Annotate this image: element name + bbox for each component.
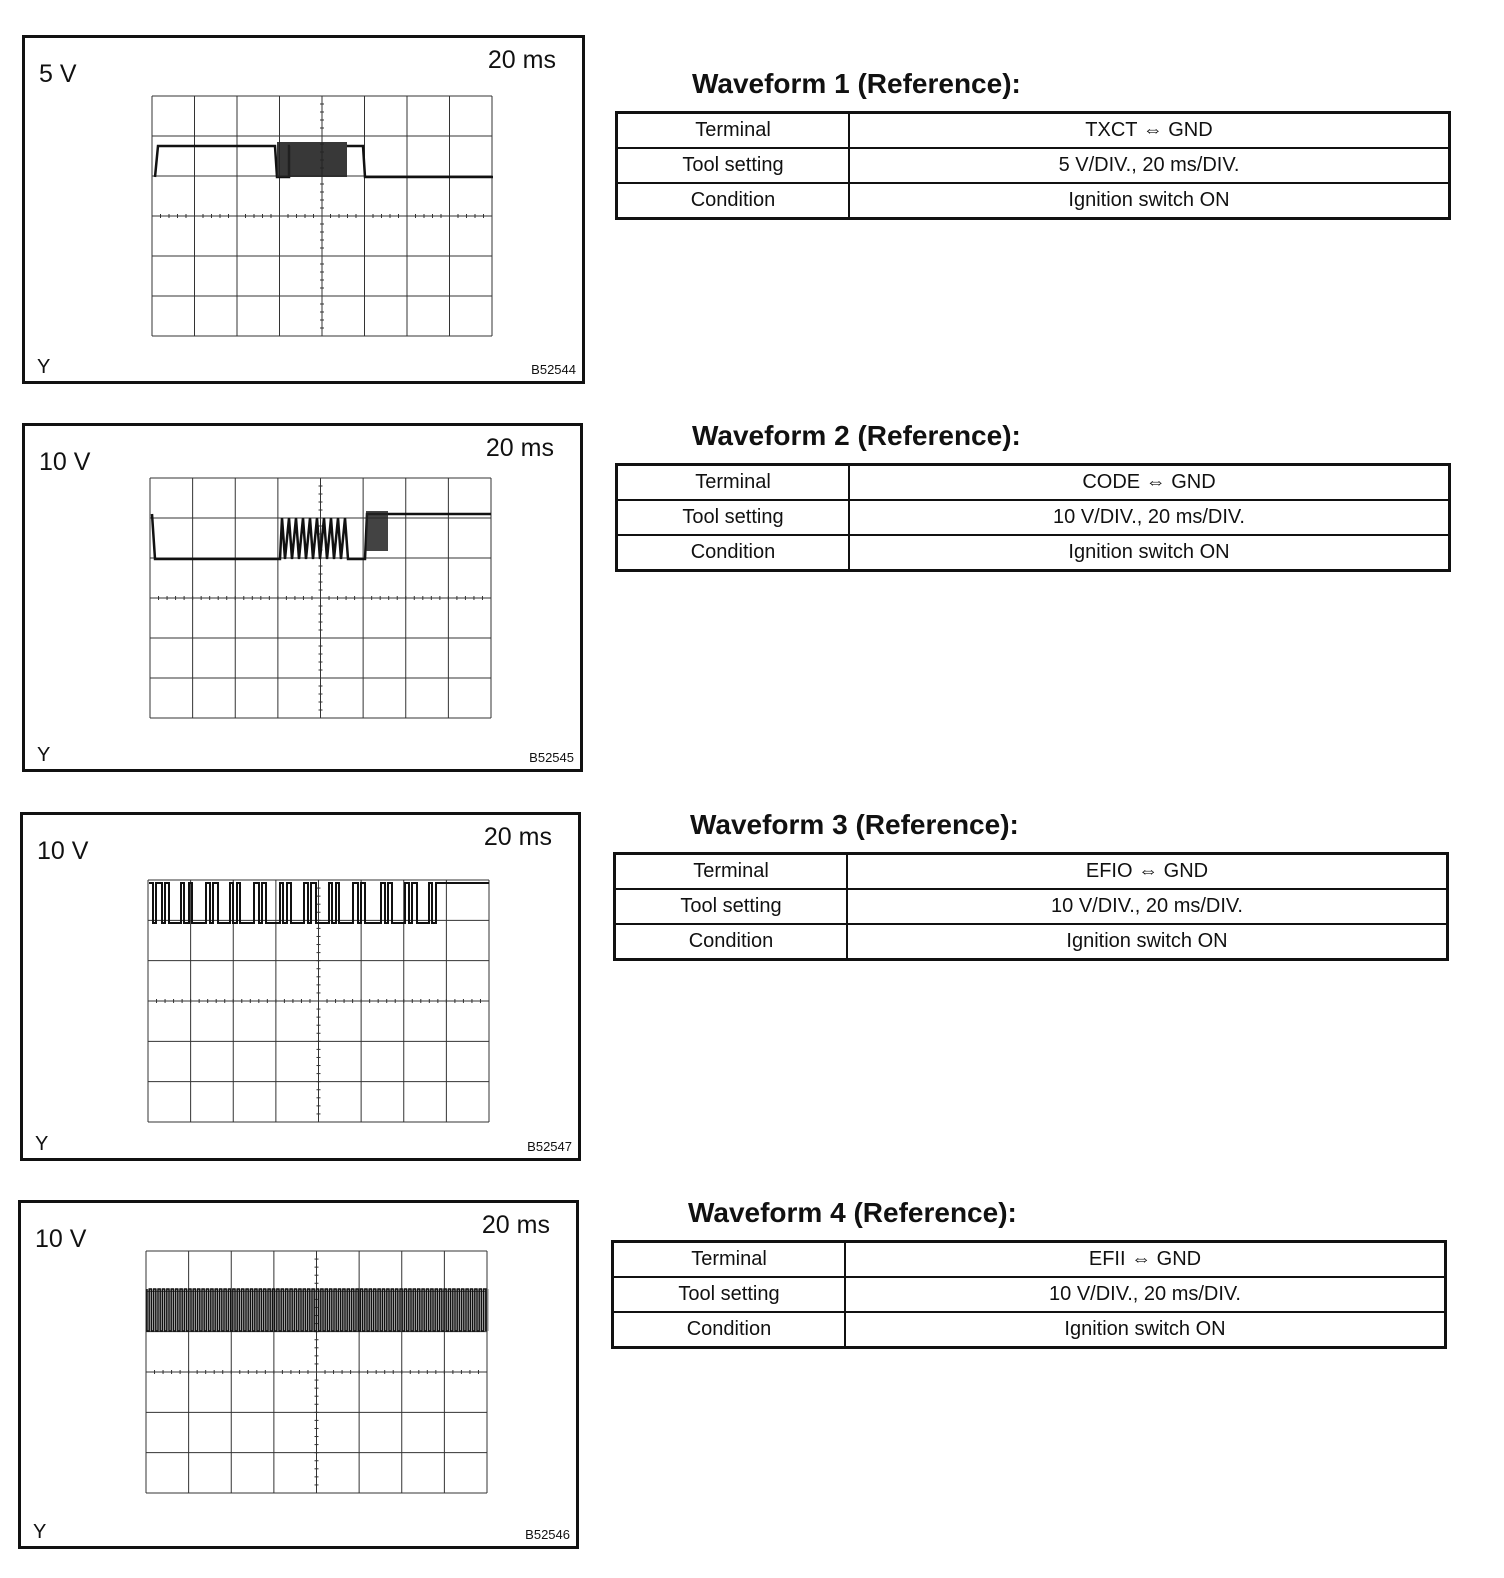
table-row (617, 500, 1450, 535)
time-per-div-label: 20 ms (485, 434, 554, 462)
figure-code: B52544 (531, 362, 576, 377)
scope-screen-3 (23, 815, 584, 1164)
waveform-1-table (615, 111, 1451, 220)
row-label: Tool setting (617, 148, 850, 183)
channel-label: Y (33, 1521, 47, 1543)
time-per-div-label: 20 ms (481, 1211, 550, 1239)
waveform-4-title: Waveform 4 (Reference): (688, 1197, 1017, 1228)
oscilloscope-panel-3 (20, 812, 581, 1161)
volts-per-div-label: 10 V (39, 448, 91, 476)
waveform-trace-1 (155, 142, 493, 177)
table-row (613, 1277, 1446, 1312)
row-label: Tool setting (613, 1277, 846, 1312)
row-value: CODE ⇔ GND (849, 465, 1450, 501)
row-label: Condition (613, 1312, 846, 1348)
figure-code: B52545 (529, 750, 574, 765)
table-row (617, 113, 1450, 149)
waveform-4-table (611, 1240, 1447, 1349)
waveform-3-table (613, 852, 1449, 961)
oscilloscope-panel-2 (22, 423, 583, 772)
waveform-3-title: Waveform 3 (Reference): (690, 809, 1019, 840)
channel-label: Y (37, 744, 51, 766)
volts-per-div-label: 10 V (37, 837, 89, 865)
row-value: 5 V/DIV., 20 ms/DIV. (849, 148, 1450, 183)
row-value: TXCT ⇔ GND (849, 113, 1450, 149)
row-value: Ignition switch ON (845, 1312, 1446, 1348)
table-row (617, 535, 1450, 571)
figure-code: B52547 (527, 1139, 572, 1154)
row-value: Ignition switch ON (849, 183, 1450, 219)
row-label: Tool setting (615, 889, 848, 924)
row-value: Ignition switch ON (847, 924, 1448, 960)
oscilloscope-panel-1 (22, 35, 585, 384)
channel-label: Y (35, 1133, 49, 1155)
row-value: EFIO ⇔ GND (847, 854, 1448, 890)
row-label: Terminal (617, 113, 850, 149)
table-row (615, 889, 1448, 924)
table-row (613, 1242, 1446, 1278)
table-row (615, 854, 1448, 890)
row-value: 10 V/DIV., 20 ms/DIV. (847, 889, 1448, 924)
row-label: Tool setting (617, 500, 850, 535)
row-value: 10 V/DIV., 20 ms/DIV. (845, 1277, 1446, 1312)
oscilloscope-panel-4 (18, 1200, 579, 1549)
table-row (613, 1312, 1446, 1348)
scope-screen-2 (25, 426, 586, 775)
row-value: Ignition switch ON (849, 535, 1450, 571)
row-label: Terminal (615, 854, 848, 890)
scope-screen-1 (25, 38, 588, 387)
row-label: Condition (617, 535, 850, 571)
row-label: Terminal (617, 465, 850, 501)
row-label: Condition (617, 183, 850, 219)
row-value: EFII ⇔ GND (845, 1242, 1446, 1278)
waveform-2-title: Waveform 2 (Reference): (692, 420, 1021, 451)
table-row (617, 465, 1450, 501)
time-per-div-label: 20 ms (483, 823, 552, 851)
table-row (617, 183, 1450, 219)
time-per-div-label: 20 ms (487, 46, 556, 74)
volts-per-div-label: 10 V (35, 1225, 87, 1253)
table-row (617, 148, 1450, 183)
row-label: Terminal (613, 1242, 846, 1278)
row-value: 10 V/DIV., 20 ms/DIV. (849, 500, 1450, 535)
row-label: Condition (615, 924, 848, 960)
volts-per-div-label: 5 V (39, 60, 77, 88)
figure-code: B52546 (525, 1527, 570, 1542)
table-row (615, 924, 1448, 960)
waveform-1-title: Waveform 1 (Reference): (692, 68, 1021, 99)
waveform-2-table (615, 463, 1451, 572)
channel-label: Y (37, 356, 51, 378)
scope-screen-4 (21, 1203, 582, 1552)
waveform-trace-4 (147, 1289, 489, 1331)
